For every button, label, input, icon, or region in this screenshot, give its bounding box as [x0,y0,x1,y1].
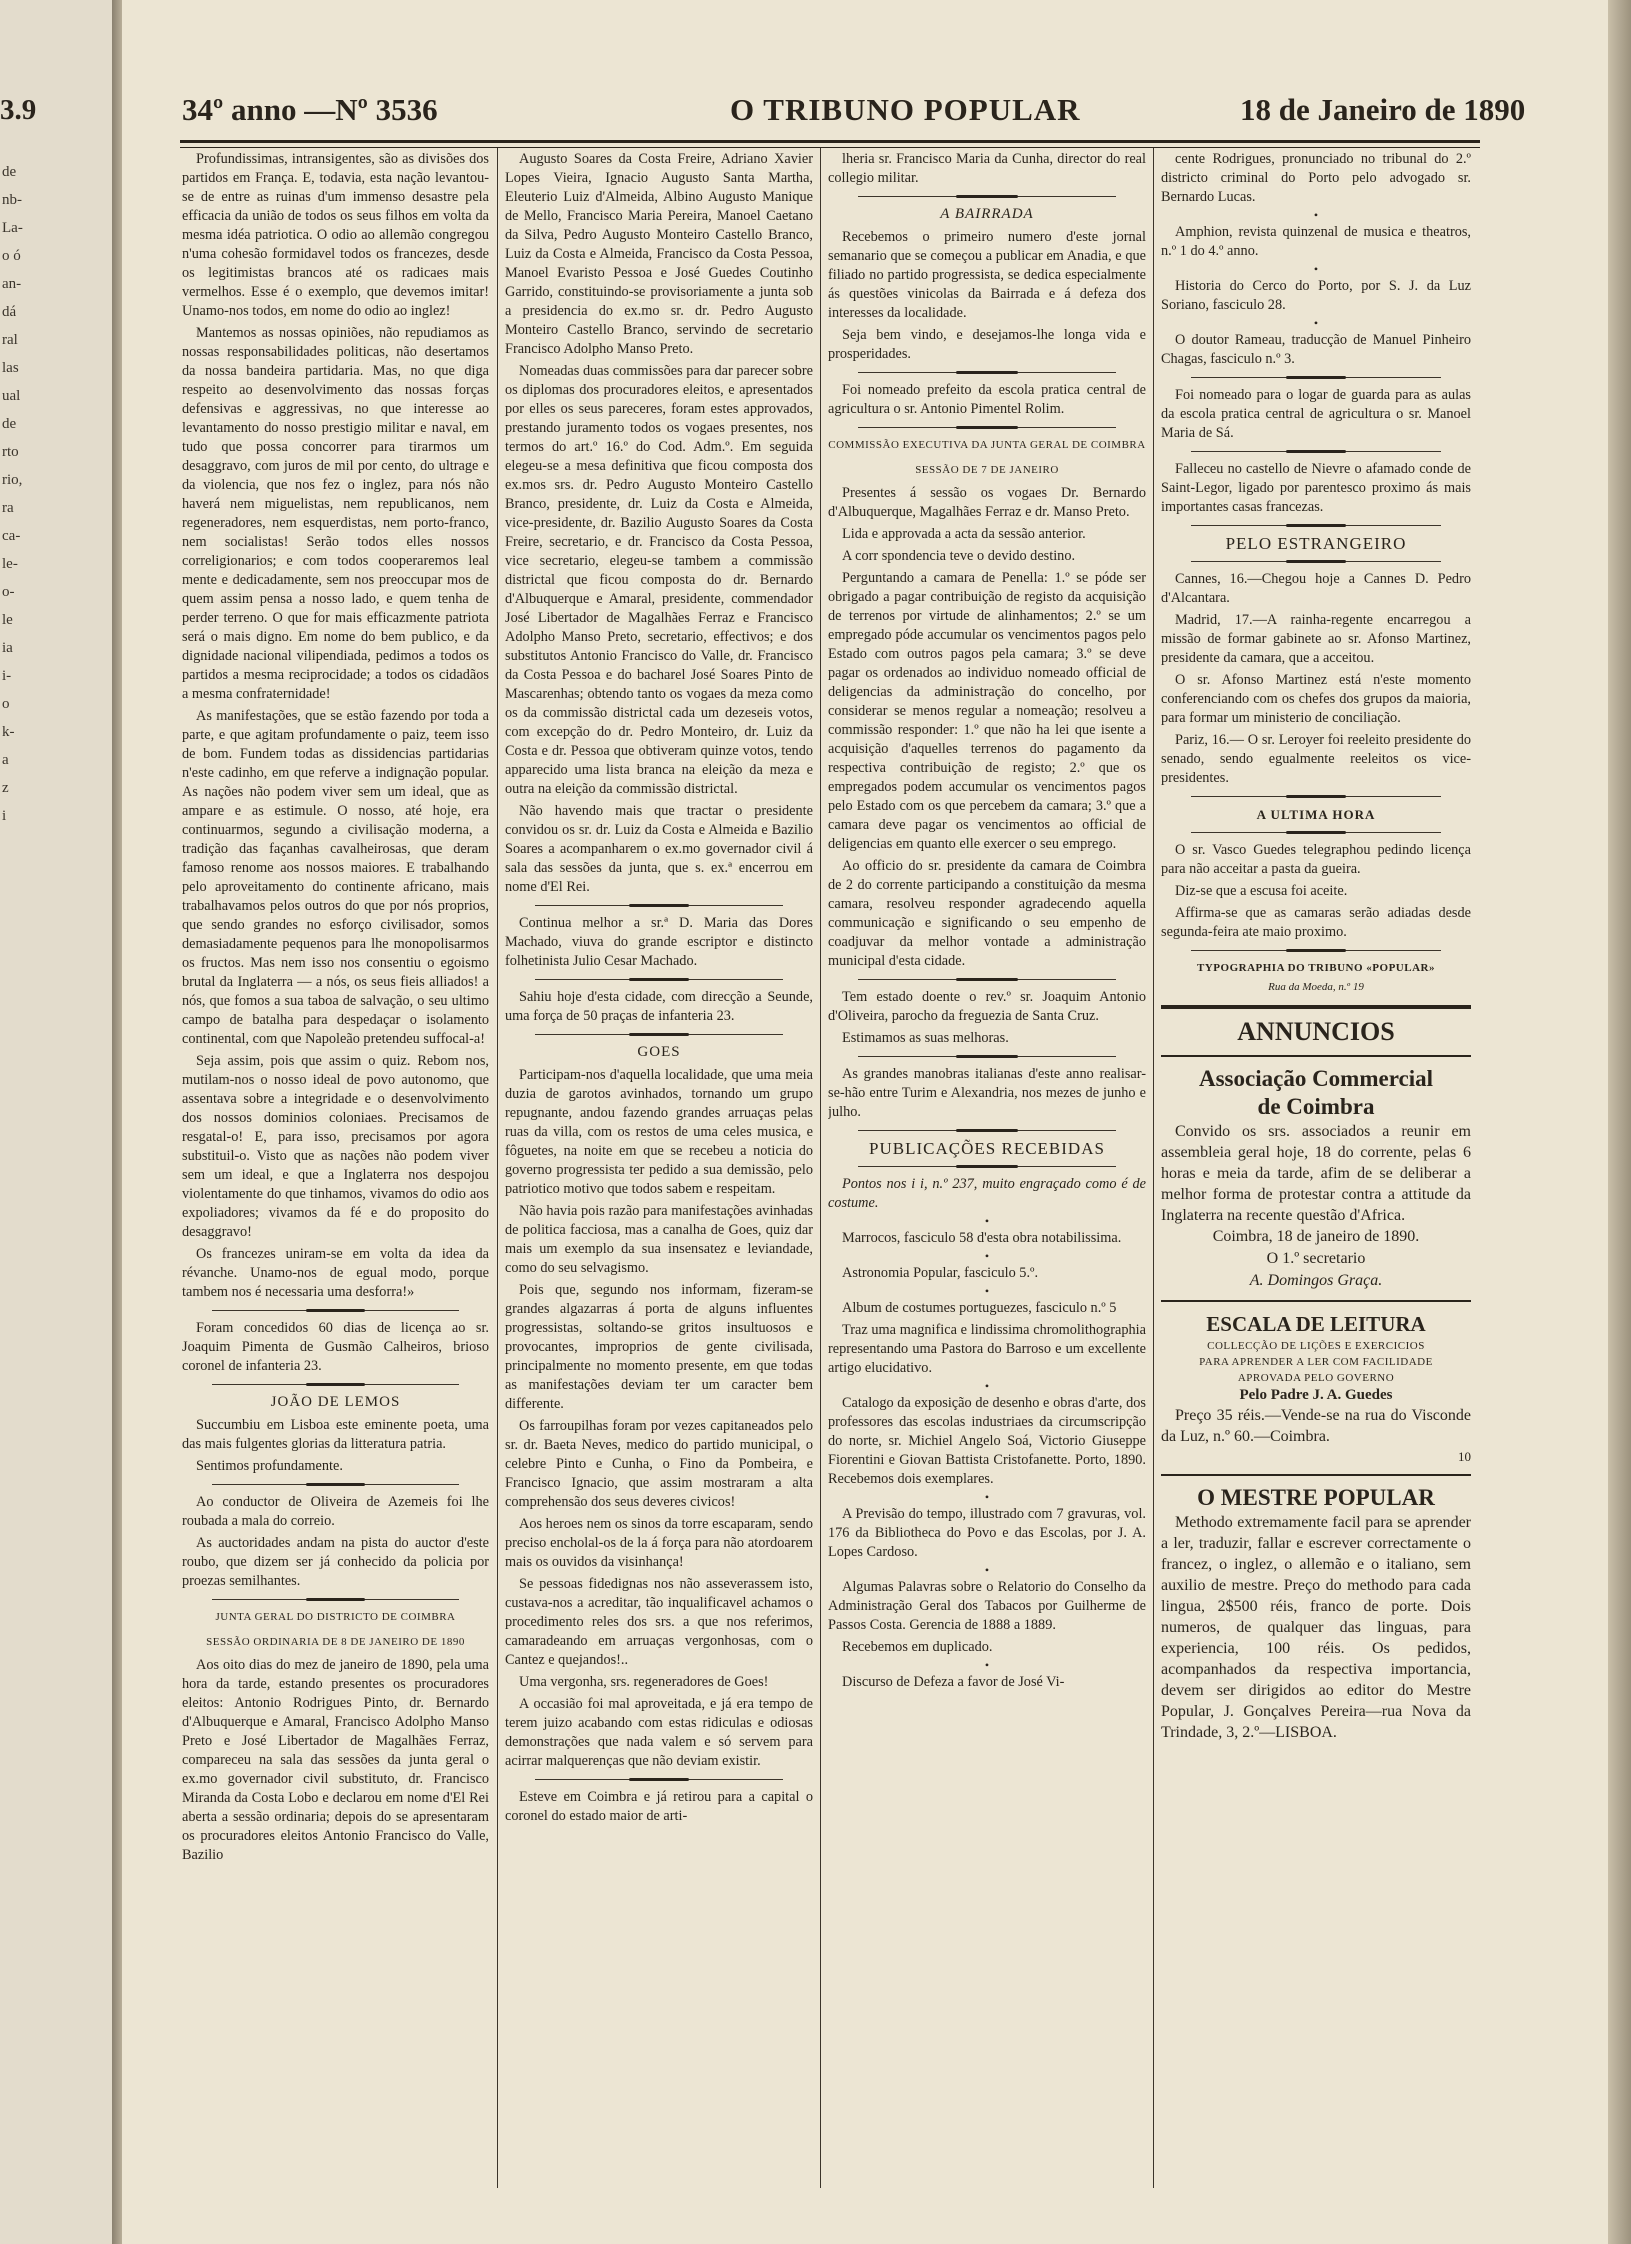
telegram-item: Pariz, 16.— O sr. Leroyer foi reeleito presidente do senado, sendo egualmente reeleitos os vice-presidentes. [1161,732,1471,786]
left-page-fragment: an- [2,276,22,292]
column-2 [505,150,813,2190]
left-page-fragment: a [2,752,9,768]
section-rule [535,1779,783,1780]
bullet-separator: • [1313,208,1319,222]
ad-secretary-name: A. Domingos Graça. [1249,1272,1383,1289]
section-rule [212,1384,459,1385]
heading-ultima-hora: A ULTIMA HORA [1256,807,1376,822]
article-paragraph: Nomeadas duas commissões para dar parecer sobre os diplomas dos procuradores eleitos, e apresentados por elles os seus pareceres, foram estes approvados, prestando juramento todos os vogaes presentes, nos termos do art.º 16.º do Cod. Adm.º. Em seguida elegeu-se a mesa definitiva que ficou composta dos ex.mos srs. dr. Pedro Augusto Monteiro Castello Branco, presidente, dr. Luiz da Costa e Almeida, vice-presidente, dr. Bazilio Augusto Soares da Costa Freire, secretario, e dr. Francisco da Costa Pessoa, vice secretario, elegeu-se tambem a commissão districtal que ficou composta do dr. Bernardo d'Albuquerque e Amaral, presidente, commendador José Libertador de Magalhães Ferraz e Francisco Adolpho Manso Preto, secretario, effectivos; e dos substitutos Antonio Francisco do Valle, dr. Francisco da Costa Pessoa e do bacharel José Soares Pinto de Mascarenhas; obtendo tanto os vogaes da meza como os da commissão districtal cada um dezeseis votos, com excepção do dr. Pedro Monteiro, dr. Luiz da Costa e dr. Pessoa que obtiveram quinze votos, tendo apparecido uma lista branca na eleição da meza e outra na eleição da commissão districtal. [505,363,813,797]
heading-junta-geral: JUNTA GERAL DO DISTRICTO DE COIMBRA [215,1611,456,1623]
article-paragraph: Mantemos as nossas opiniões, não repudiamos as nossas responsabilidades politicas, não desertamos da nossa bandeira partidaria. Mas, no que diga respeito ao desenvolvimento das nossas forças defensivas e aggressivas, no que interesse ao levantamento do nosso prestigio militar e naval, em tudo que possa concorrer para tirarmos um desaggravo, com juros de mil por cento, do ultrage e da violencia, que nos fez o inglez, para nós não haverá nem miguelistas, nem republicanos, nem regeneradores, nem esquerdistas, nem porto-franco, nem socialistas! Serão todos elles nossos correligionarios; e com todos cooperaremos leal mente e dedicadamente, sem nos preoccupar mos de quem assim pensa a nosso lado, e quem tenha de perder terreno. O que for mais efficazmente patriota será o mais digno. Em nome do bem publico, e da dignidade nacional vilipendiada, pedimos a todos os partidos a mesma reciprocidade; a todos os cidadãos a mesma confraternidade! [182,325,489,702]
article-paragraph: Augusto Soares da Costa Freire, Adriano Xavier Lopes Vieira, Ignacio Augusto Santa Martha, Eleuterio Luiz d'Almeida, Albino Augusto Manique de Mello, Francisco Maria Pereira, Manoel Caetano da Silva, Pedro Augusto Monteiro Castello Branco, Luiz da Costa e Almeida, Francisco da Costa Pessoa, Manoel Evaristo Pessoa e José Guedes Coutinho Garrido, constituindo-se provisoriamente a junta sob a presidencia do ex.mo sr. dr. Pedro Augusto Monteiro Castello Branco, servindo de secretario Francisco Adolpho Manso Preto. [505,151,813,357]
telegram-item: Madrid, 17.—A rainha-regente encarregou a missão de formar gabinete ao sr. Afonso Martinez, presidente da camara, que a acceitou. [1161,612,1471,666]
thick-rule [1161,1055,1471,1057]
bullet-separator: • [984,1379,990,1393]
typography-credit: TYPOGRAPHIA DO TRIBUNO «POPULAR» [1197,962,1435,974]
news-item: Recebemos o primeiro numero d'este jornal semanario que se começou a publicar em Anadia, e que filiado no partido progressista, se dedica especialmente ás questões vinicolas da Bairrada e á defeza dos interesses da localidade. [828,229,1146,321]
news-item: Falleceu no castello de Nievre o afamado conde de Saint-Legor, ligado por parentesco proximo ás mais importantes casas francezas. [1161,461,1471,515]
section-rule [858,1056,1116,1057]
bullet-separator: • [1313,262,1319,276]
news-item: Foi nomeado prefeito da escola pratica central de agricultura o sr. Antonio Pimentel Rolim. [828,382,1146,417]
heading-publicacoes: PUBLICAÇÕES RECEBIDAS [869,1139,1105,1158]
article-paragraph: Aos heroes nem os sinos da torre escaparam, sendo preciso encholal-os de la á força para não atordoarem mais os ouvidos da visinhança! [505,1516,813,1570]
page-edge [1608,0,1631,2244]
article-paragraph: Lida e approvada a acta da sessão anterior. [842,526,1086,542]
news-item: Diz-se que a escusa foi aceite. [1175,883,1348,899]
left-page-fragment: dá [2,304,17,320]
section-rule [1191,950,1441,951]
ad-title-escala: ESCALA DE LEITURA [1206,1312,1426,1336]
ad-title-coimbra: de Coimbra [1257,1094,1375,1119]
news-item: Foi nomeado para o logar de guarda para as aulas da escola pratica central de agricultura o sr. Manoel Maria de Sá. [1161,387,1471,441]
heading-sessao-7: SESSÃO DE 7 DE JANEIRO [915,464,1059,476]
bullet-separator: • [1313,316,1319,330]
news-item: lheria sr. Francisco Maria da Cunha, director do real collegio militar. [828,151,1146,186]
column-4 [1161,150,1471,2190]
ad-title-associacao: Associação Commercial [1199,1066,1433,1091]
heading-sessao-ordinaria: SESSÃO ORDINARIA DE 8 DE JANEIRO DE 1890 [206,1636,465,1648]
left-page-number: 3.9 [0,94,37,126]
left-page-fragment: le- [2,556,18,572]
section-rule [212,1310,459,1311]
thick-rule [1161,1005,1471,1009]
ad-escala-line: APROVADA PELO GOVERNO [1237,1372,1395,1384]
article-paragraph: Os farroupilhas foram por vezes capitaneados pelo sr. dr. Baeta Neves, medico do partido municipal, o celebre Pinto e Cunha, o Fino da Pombeira, e Francisco Ignacio, que assim mostraram a alta comprehensão dos seus deveres civicos! [505,1418,813,1510]
publication-item: Marrocos, fasciculo 58 d'esta obra notabilissima. [842,1230,1122,1246]
article-paragraph: Profundissimas, intransigentes, são as divisões dos partidos em França. E, todavia, esta nação levantou-se de entre as ruinas d'um immenso desastre pela efficacia da união de todos os seus filhos em volta da mesma idéa patriotica. O odio ao allemão congregou n'uma cohesão formidavel todos os francezes, desde os legitimistas brancos até os radicaes mais vermelhos. Esse é o exemplo, que devemos imitar! Unamo-nos todos, em nome do odio ao inglez! [182,151,489,319]
left-page-fragment: le [2,612,13,628]
left-page-fragment: La- [2,220,23,236]
news-item: Foram concedidos 60 dias de licença ao sr. Joaquim Pimenta de Gusmão Calheiros, brioso coronel de infanteria 23. [182,1320,489,1374]
section-rule [858,1166,1116,1167]
article-paragraph: As manifestações, que se estão fazendo por toda a parte, e que agitam profundamente o paiz, teem isso de bom. Fundem todas as dissidencias partidarias n'este cadinho, em que referve a indignação popular. As nações não podem viver sem um ideal, que as ampare e as estimule. O nosso, até hoje, era continuarmos, segundo a civilisação moderna, a tradição das façanhas cavalheirosas, que deram famoso renome aos nossos maiores. E trabalhando pelo aproveitamento do continente africano, mais trabalhavamos pelos outros do que por nós proprios, que sendo grandes no esforço civilisador, somos demasiadamente pequenos para lhe monopolisarmos os fructos. Mas nem isso nos consentiu o egoismo brutal da Inglaterra — a nós, os seus fieis alliados! a nós, que fomos a sua taboa de salvação, o seu ultimo campo de batalha para despedaçar o isolamento continental, com que Napoleão pretendeu suffocal-a! [182,708,489,1047]
section-rule [858,372,1116,373]
news-item: Continua melhor a sr.ª D. Maria das Dores Machado, viuva do grande escriptor e distincto folhetinista Julio Cesar Machado. [505,915,813,969]
ad-escala-price: Preço 35 réis.—Vende-se na rua do Visconde da Luz, n.º 60.—Coimbra. [1161,1407,1471,1445]
bullet-separator: • [984,1249,990,1263]
bullet-separator: • [984,1490,990,1504]
ad-number: 10 [1458,1449,1471,1464]
left-page-fragment: de [2,416,17,432]
publication-item: Catalogo da exposição de desenho e obras d'arte, dos professores das escolas industriaes da circumscripção do norte, sr. Michiel Angelo Soá, Victorio Giuseppe Fiorentini e Giovan Battista Cristofanette. Porto, 1890. Recebemos dois exemplares. [828,1395,1146,1487]
publication-item: Discurso de Defeza a favor de José Vi- [842,1674,1065,1690]
section-rule [212,1484,459,1485]
news-item: O sr. Vasco Guedes telegraphou pedindo licença para não acceitar a pasta da gueira. [1161,842,1471,877]
article-paragraph: Ao officio do sr. presidente da camara de Coimbra de 2 do corrente participando a constituição da mesma camara, resolveu responder agradecendo aquella communicação e significando o seu empenho de coadjuvar da melhor vontade a administração municipal d'esta cidade. [828,858,1146,969]
left-page-fragments [2,158,42,830]
telegram-item: Cannes, 16.—Chegou hoje a Cannes D. Pedro d'Alcantara. [1161,571,1471,606]
article-paragraph: Aos oito dias do mez de janeiro de 1890, pela uma hora da tarde, estando presentes os procuradores eleitos: Antonio Rodrigues Pinto, dr. Bernardo d'Albuquerque e Amaral, Francisco Adolpho Manso Preto e José Libertador de Magalhães Ferraz, compareceu na sala das sessões da junta geral o ex.mo governador civil substituto, dr. Francisco Miranda da Costa Lobo e declarou em nome d'El Rei aberta a sessão ordinaria; depois do se apresentaram os procuradores eleitos Antonio Francisco do Valle, Bazilio [182,1657,489,1863]
publication-item: cente Rodrigues, pronunciado no tribunal do 2.º districto criminal do Porto pelo advogado sr. Bernardo Lucas. [1161,151,1471,205]
left-page-fragment: ual [2,388,21,404]
section-rule [535,905,783,906]
publication-item: A Previsão do tempo, illustrado com 7 gravuras, vol. 176 da Bibliotheca do Povo e das Escolas, por J. A. Lopes Cardoso. [828,1506,1146,1560]
publication-item: Amphion, revista quinzenal de musica e theatros, n.º 1 do 4.º anno. [1161,224,1471,259]
publication-item: Astronomia Popular, fasciculo 5.º. [842,1265,1039,1281]
bullet-separator: • [984,1563,990,1577]
ad-secretary-title: O 1.º secretario [1266,1250,1366,1267]
left-page-fragment: z [2,780,9,796]
bullet-separator: • [984,1214,990,1228]
section-rule [535,979,783,980]
news-item: As auctoridades andam na pista do auctor d'este roubo, que dizem ser já conhecido da policia por proezas semilhantes. [182,1535,489,1589]
masthead-rule [180,140,1480,148]
news-item: Tem estado doente o rev.º sr. Joaquim Antonio d'Oliveira, parocho da freguezia de Santa Cruz. [828,989,1146,1024]
thick-rule [1161,1474,1471,1476]
bullet-separator: • [984,1658,990,1672]
article-paragraph: Os francezes uniram-se em volta da idea da révanche. Unamo-nos de egual modo, porque tambem nos é necessaria uma desforra!» [182,1246,489,1300]
ad-mestre-body: Methodo extremamente facil para se aprender a ler, traduzir, fallar e escrever correctamente o francez, o inglez, o allemão e o italiano, sem auxilio de mestre. Preço do methodo para cada lingua, 2$500 réis, franco de porte. Dois numeros, de qualquer das linguas, para experiencia, 100 réis. Os pedidos, acompanhados da respectiva importancia, devem ser dirigidos ao editor do Mestre Popular, J. Gonçalves Pereira—rua Nova da Trindade, 3, 2.º—LISBOA. [1161,1514,1471,1741]
column-3 [828,150,1146,2190]
news-item: Sentimos profundamente. [196,1458,343,1474]
section-rule [212,1599,459,1600]
column-divider [1153,148,1154,2188]
typography-address: Rua da Moeda, n.º 19 [1268,981,1364,993]
section-rule [535,1034,783,1035]
left-page-fragment: rio, [2,472,23,488]
column-divider [497,148,498,2188]
column-1 [182,150,489,2190]
article-paragraph: Participam-nos d'aquella localidade, que uma meia duzia de garotos avinhados, tornando um grupo repugnante, andou fazendo grandes arruaças pelas ruas da villa, com os restos de uma celes musica, e fôguetes, na noite em que se recebeu a noticia do governo progressista ter pedido a sua demissão, pelo patriotico motivo que todos sabem e respeitam. [505,1067,813,1197]
heading-bairrada: A BAIRRADA [940,206,1034,222]
section-rule [1191,525,1441,526]
heading-annuncios: ANNUNCIOS [1237,1017,1395,1046]
issue-number: 34º anno —Nº 3536 [182,92,438,127]
book-gutter [112,0,122,2244]
left-page-fragment: ra [2,500,14,516]
section-rule [858,196,1116,197]
publication-item: Traz uma magnifica e lindissima chromolithographia representando uma Pastora do Barroso e um excellente artigo elucidativo. [828,1322,1146,1376]
section-rule [1191,561,1441,562]
news-item: Esteve em Coimbra e já retirou para a capital o coronel do estado maior de arti- [505,1789,813,1824]
left-page-fragment: las [2,360,19,376]
publication-item: Pontos nos i i, n.º 237, muito engraçado como é de costume. [828,1176,1146,1211]
left-page-fragment: o ó [2,248,21,264]
publication-item: Algumas Palavras sobre o Relatorio do Conselho da Administração Geral dos Tabacos por Guilherme de Passos Costa. Gerencia de 1888 a 1889. [828,1579,1146,1633]
left-page-fragment: rto [2,444,19,460]
column-divider [820,148,821,2188]
ad-escala-author: Pelo Padre J. A. Guedes [1239,1387,1393,1403]
section-rule [1191,832,1441,833]
article-paragraph: Perguntando a camara de Penella: 1.º se póde ser obrigado a pagar contribuição de registo da acquisição de terrenos por virtude de alinhamentos; 2.º se um empregado póde accumular os vencimentos pagos pelo Estado com outros pagos pela camara; 3.º se deve pagar os ordenados ao individuo nomeado official de deligencias da administração do concelho, por considerar se menos regular a nomeação; resolveu a commissão responder: 1.º que não ha lei que isente a acquisição d'aquelles terrenos do pagamento da respectiva contribuição de registo; 2.º que os empregados podem accumular os vencimentos pagos pelo Estado com os que percebem da camara; 3.º que a camara deve pagar os vencimentos ao official de deligencias em quanto elle exercer o seu emprego. [828,570,1146,852]
publication-item: Recebemos em duplicado. [842,1639,993,1655]
left-page-fragment: o- [2,584,15,600]
news-item: Ao conductor de Oliveira de Azemeis foi lhe roubada a mala do correio. [182,1494,489,1529]
ad-title-mestre: O MESTRE POPULAR [1197,1485,1435,1510]
article-paragraph: Não havia pois razão para manifestações avinhadas de politica facciosa, mas a canalha de Goes, quiz dar mais um exemplo da sua insensatez e leviandade, como do seu selvagismo. [505,1203,813,1276]
section-rule [1191,451,1441,452]
left-page-fragment: ca- [2,528,21,544]
news-item: As grandes manobras italianas d'este anno realisar-se-hão entre Turim e Alexandria, nos mezes de junho e julho. [828,1066,1146,1120]
left-page-strip [0,0,112,2244]
section-rule [858,979,1116,980]
publication-item: Historia do Cerco do Porto, por S. J. da Luz Soriano, fasciculo 28. [1161,278,1471,313]
left-page-fragment: o [2,696,10,712]
left-page-fragment: i [2,808,7,824]
bullet-separator: • [984,1284,990,1298]
section-rule [858,1130,1116,1131]
article-paragraph: Não havendo mais que tractar o presidente convidou os sr. dr. Luiz da Costa e Almeida e Bazilio Soares a acompanharem o ex.mo governador civil á sala das sessões da junta, que s. ex.ª encerrou em nome d'El Rei. [505,803,813,895]
left-page-fragment: ral [2,332,18,348]
article-paragraph: Presentes á sessão os vogaes Dr. Bernardo d'Albuquerque, Magalhães Ferraz e dr. Manso Preto. [828,485,1146,520]
article-paragraph: A corr spondencia teve o devido destino. [842,548,1076,564]
ad-escala-line: COLLECÇÃO DE LIÇÕES E EXERCICIOS [1207,1340,1425,1352]
publication-item: Album de costumes portuguezes, fasciculo n.º 5 [842,1300,1117,1316]
section-rule [1191,377,1441,378]
issue-date: 18 de Janeiro de 1890 [1240,92,1526,127]
left-page-fragment: k- [2,724,15,740]
ad-date: Coimbra, 18 de janeiro de 1890. [1212,1228,1420,1245]
heading-joao-de-lemos: JOÃO DE LEMOS [270,1394,401,1410]
news-item: Estimamos as suas melhoras. [842,1030,1009,1046]
section-rule [858,427,1116,428]
left-page-fragment: i- [2,668,12,684]
article-paragraph: Pois que, segundo nos informam, fizeram-se grandes algazarras á porta de alguns influentes progressistas, soltando-se gritos insultuosos e provocantes, improprios de gente civilisada, principalmente no momento presente, em que todas as manifestações deviam ter um caracter bem differente. [505,1282,813,1412]
publication-item: O doutor Rameau, traducção de Manuel Pinheiro Chagas, fasciculo n.º 3. [1161,332,1471,367]
ad-escala-line: PARA APRENDER A LER COM FACILIDADE [1199,1356,1433,1368]
article-paragraph: Seja assim, pois que assim o quiz. Rebom nos, mutilam-nos o nosso ideal de povo autonomo, que assentava sobre a integridade e o desenvolvimento dos nossos dominios coloniaes. Precisamos de resgatal-o! E, para isso, precisamos por agora substituil-o. Visto que as nações não podem viver sem um ideal, e que a Inglaterra nos despojou violentamente do que tinhamos, vivamos do odio aos expoliadores; vivamos da fé e do proposito do desaggravo! [182,1053,489,1240]
left-page-fragment: nb- [2,192,22,208]
news-item: Succumbiu em Lisboa este eminente poeta, uma das mais fulgentes glorias da litteratura patria. [182,1417,489,1452]
heading-goes: GOES [637,1044,681,1060]
newspaper-title: O TRIBUNO POPULAR [730,92,1081,127]
article-paragraph: A occasião foi mal aproveitada, e já era tempo de terem juizo acabando com estas ridiculas e odiosas demonstrações que nada valem e só servem para acirrar malquerenças que não deviam existir. [505,1696,813,1769]
article-paragraph: Se pessoas fidedignas nos não asseverassem isto, custava-nos a acreditar, tão inqualificavel achamos o procedimento reles dos srs. a que nos referimos, camaradeando em arruaças vergonhosas, com o Cantez e quejandos!.. [505,1576,813,1668]
ad-body: Convido os srs. associados a reunir em assembleia geral hoje, 18 do corrente, pelas 6 horas e meia da tarde, afim de se deliberar a melhor forma de protestar contra a attitude da Inglaterra na recente questão d'Africa. [1161,1123,1471,1224]
news-item: Sahiu hoje d'esta cidade, com direcção a Seunde, uma força de 50 praças de infanteria 23. [505,989,813,1024]
section-rule [1191,796,1441,797]
news-item: Seja bem vindo, e desejamos-lhe longa vida e prosperidades. [828,327,1146,362]
heading-estrangeiro: PELO ESTRANGEIRO [1225,534,1407,553]
news-item: Affirma-se que as camaras serão adiadas desde segunda-feira ate maio proximo. [1161,905,1471,940]
article-paragraph: Uma vergonha, srs. regeneradores de Goes! [519,1674,769,1690]
heading-commissao-executiva: COMMISSÃO EXECUTIVA DA JUNTA GERAL DE COIMBRA [828,439,1146,451]
telegram-item: O sr. Afonso Martinez está n'este momento conferenciando com os chefes dos grupos da maioria, para formar um ministerio de conciliação. [1161,672,1471,726]
left-page-fragment: ia [2,640,13,656]
thick-rule [1161,1300,1471,1302]
left-page-fragment: de [2,164,17,180]
